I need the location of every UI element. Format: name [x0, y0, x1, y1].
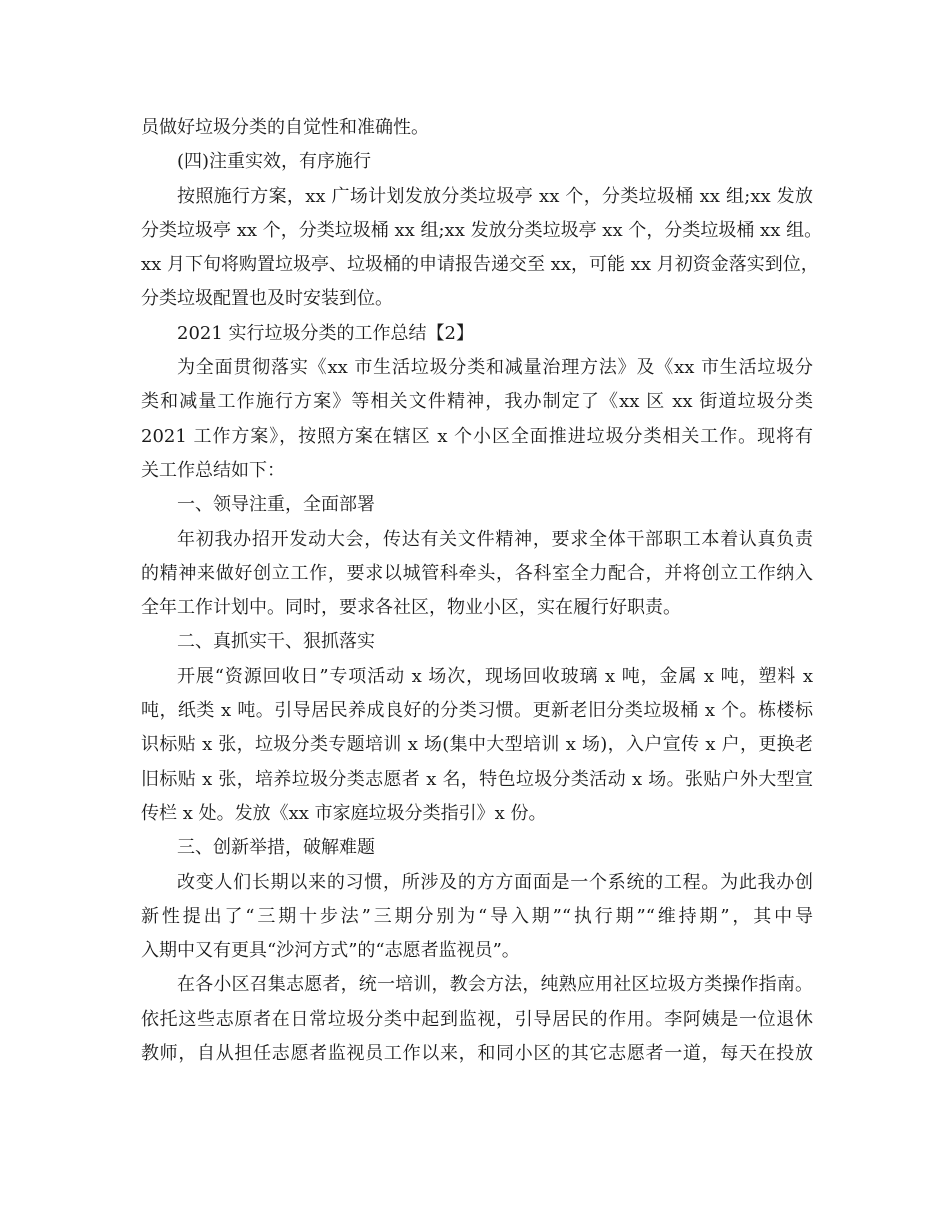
text-line: 二、真抓实干、狠抓落实 [177, 631, 375, 653]
text-line: 改变人们长期以来的习惯，所涉及的方方面面是一个系统的工程。为此我办创 [177, 871, 813, 893]
text-line: 传栏 x 处。发放《xx 市家庭垃圾分类指引》x 份。 [141, 802, 547, 824]
document-body [141, 111, 823, 1071]
text-line: 识标贴 x 张，垃圾分类专题培训 x 场(集中大型培训 x 场)，入户宣传 x 户，更换老 [141, 734, 813, 756]
text-line: 年初我办招开发动大会，传达有关文件精神，要求全体干部职工本着认真负责 [177, 528, 813, 550]
text-line: 分类垃圾亭 xx 个，分类垃圾桶 xx 组;xx 发放分类垃圾亭 xx 个，分类垃圾桶 xx 组。 [141, 219, 823, 241]
text-line: 入期中又有更具“沙河方式”的“志愿者监视员”。 [141, 940, 520, 962]
text-line: 一、领导注重，全面部署 [177, 494, 375, 516]
text-line: 教师，自从担任志愿者监视员工作以来，和同小区的其它志愿者一道，每天在投放 [141, 1043, 813, 1065]
text-line: 2021 工作方案》，按照方案在辖区 x 个小区全面推进垃圾分类相关工作。现将有 [141, 425, 813, 447]
text-line: 分类垃圾配置也及时安装到位。 [141, 288, 393, 310]
text-line: 全年工作计划中。同时，要求各社区，物业小区，实在履行好职责。 [141, 597, 681, 619]
text-line: 为全面贯彻落实《xx 市生活垃圾分类和减量治理方法》及《xx 市生活垃圾分 [177, 357, 813, 379]
text-line: 按照施行方案，xx 广场计划发放分类垃圾亭 xx 个，分类垃圾桶 xx 组;xx 发放 [177, 185, 813, 207]
text-line: 类和减量工作施行方案》等相关文件精神，我办制定了《xx 区 xx 街道垃圾分类 [141, 391, 813, 413]
text-line: xx 月下旬将购置垃圾亭、垃圾桶的申请报告递交至 xx，可能 xx 月初资金落实到位， [141, 254, 819, 276]
text-line: 新性提出了“三期十步法”三期分别为“导入期”“执行期”“维持期”，其中导 [141, 905, 813, 927]
text-line: 2021 实行垃圾分类的工作总结【2】 [177, 322, 474, 344]
text-line: (四)注重实效，有序施行 [177, 151, 372, 173]
text-line: 在各小区召集志愿者，统一培训，教会方法，纯熟应用社区垃圾方类操作指南。 [177, 974, 813, 996]
text-line: 吨，纸类 x 吨。引导居民养成良好的分类习惯。更新老旧分类垃圾桶 x 个。栋楼标 [141, 700, 813, 722]
text-line: 员做好垃圾分类的自觉性和准确性。 [141, 117, 429, 138]
text-line: 关工作总结如下： [141, 459, 285, 481]
text-line: 依托这些志原者在日常垃圾分类中起到监视，引导居民的作用。李阿姨是一位退休 [141, 1008, 813, 1030]
text-line: 开展“资源回收日”专项活动 x 场次，现场回收玻璃 x 吨，金属 x 吨，塑料 x [177, 665, 813, 687]
text-line: 旧标贴 x 张，培养垃圾分类志愿者 x 名，特色垃圾分类活动 x 场。张贴户外大型宣 [141, 768, 813, 790]
text-line: 的精神来做好创立工作，要求以城管科牵头，各科室全力配合，并将创立工作纳入 [141, 562, 813, 584]
text-line: 三、创新举措，破解难题 [177, 837, 375, 859]
